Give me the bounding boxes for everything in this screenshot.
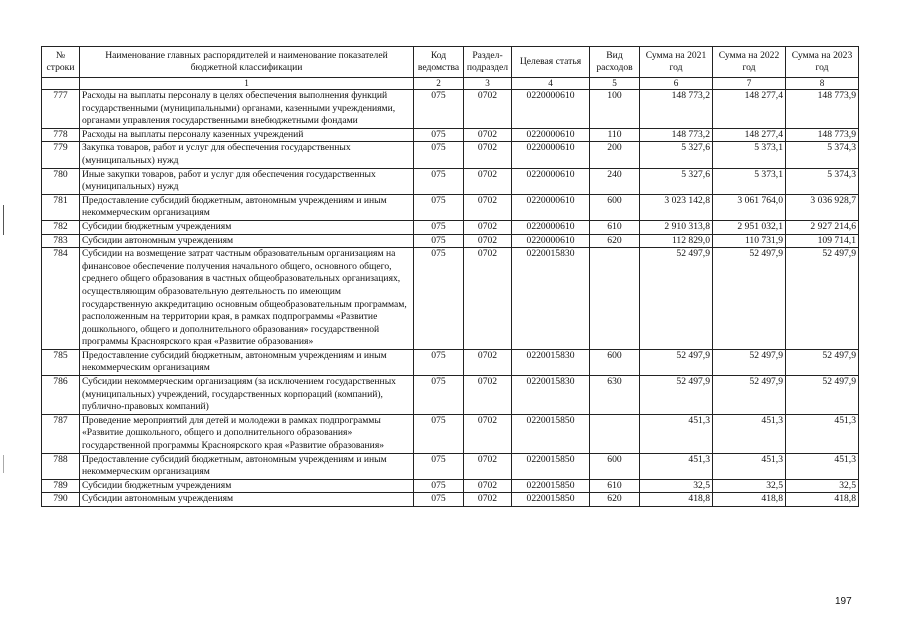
expense-type-code: 610 [590,220,640,234]
expense-type-code: 620 [590,234,640,248]
section-code: 0702 [464,248,512,350]
sum-2021: 52 497,9 [640,248,713,350]
sum-2023: 32,5 [786,479,859,493]
expense-type-code: 110 [590,128,640,142]
target-item-code: 0220015850 [512,414,590,453]
target-item-code: 0220015850 [512,453,590,479]
expense-type-code: 620 [590,493,640,507]
department-code: 075 [414,220,464,234]
expense-type-code [590,248,640,350]
section-code: 0702 [464,349,512,375]
table-row [42,142,859,168]
target-item-code: 0220015850 [512,479,590,493]
expense-type-code: 600 [590,194,640,220]
section-code: 0702 [464,142,512,168]
department-code: 075 [414,128,464,142]
section-code: 0702 [464,493,512,507]
department-code: 075 [414,142,464,168]
department-code: 075 [414,90,464,129]
sum-2023: 109 714,1 [786,234,859,248]
target-item-code: 0220000610 [512,142,590,168]
table-header-row [42,47,859,78]
sum-2022: 3 061 764,0 [713,194,786,220]
sum-2021: 3 023 142,8 [640,194,713,220]
row-number: 780 [42,168,80,194]
section-code: 0702 [464,90,512,129]
sum-2023: 5 374,3 [786,168,859,194]
expense-type-code [590,414,640,453]
sum-2023: 451,3 [786,414,859,453]
department-code: 075 [414,248,464,350]
department-code: 075 [414,234,464,248]
expense-type-code: 100 [590,90,640,129]
row-number: 790 [42,493,80,507]
section-code: 0702 [464,220,512,234]
row-name: Предоставление субсидий бюджетным, автономным учреждениям и иным некоммерческим организациям [80,453,414,479]
header-sum-2022: Сумма на 2022 год [713,47,786,78]
sum-2022: 110 731,9 [713,234,786,248]
target-item-code: 0220000610 [512,90,590,129]
sum-2023: 451,3 [786,453,859,479]
table-row [42,168,859,194]
target-item-code: 0220000610 [512,168,590,194]
sum-2023: 52 497,9 [786,376,859,415]
row-name: Субсидии некоммерческим организациям (за исключением государственных (муниципальных) учреждений, государственных корпораций (компаний), публично-правовых компаний) [80,376,414,415]
sum-2022: 52 497,9 [713,376,786,415]
target-item-code: 0220015830 [512,376,590,415]
section-code: 0702 [464,479,512,493]
section-code: 0702 [464,453,512,479]
table-row [42,128,859,142]
row-number: 778 [42,128,80,142]
row-name: Предоставление субсидий бюджетным, автономным учреждениям и иным некоммерческим организациям [80,349,414,375]
section-code: 0702 [464,234,512,248]
section-code: 0702 [464,128,512,142]
department-code: 075 [414,414,464,453]
sum-2021: 32,5 [640,479,713,493]
sum-2021: 5 327,6 [640,142,713,168]
expense-type-code: 240 [590,168,640,194]
department-code: 075 [414,376,464,415]
column-number: 1 [80,78,414,90]
row-name: Проведение мероприятий для детей и молодежи в рамках подпрограммы «Развитие дошкольного, общего и дополнительного образования» государственной программы Красноярского края «Развитие образования» [80,414,414,453]
column-number: 4 [512,78,590,90]
page-number: 197 [835,596,852,607]
row-number: 785 [42,349,80,375]
row-number: 782 [42,220,80,234]
column-number: 7 [713,78,786,90]
department-code: 075 [414,194,464,220]
section-code: 0702 [464,414,512,453]
table-row [42,453,859,479]
sum-2021: 5 327,6 [640,168,713,194]
sum-2022: 148 277,4 [713,128,786,142]
row-name: Субсидии бюджетным учреждениям [80,479,414,493]
header-section: Раздел-подраздел [464,47,512,78]
sum-2022: 418,8 [713,493,786,507]
table-row [42,194,859,220]
target-item-code: 0220015830 [512,349,590,375]
row-name: Субсидии бюджетным учреждениям [80,220,414,234]
sum-2023: 148 773,9 [786,90,859,129]
header-expense-type: Вид расходов [590,47,640,78]
sum-2021: 52 497,9 [640,376,713,415]
row-number: 789 [42,479,80,493]
row-name: Предоставление субсидий бюджетным, автономным учреждениям и иным некоммерческим организациям [80,194,414,220]
table-row [42,479,859,493]
row-name: Субсидии на возмещение затрат частным образовательным организациям на финансовое обеспечение получения начального общего, основного общего, среднего общего образования в частных общеобразовательных организациях, осуществляющим образовательную деятельность по имеющим государственную аккредитацию основным общеобразовательным программам, расположенным на территории края, в рамках подпрограммы «Развитие дошкольного, общего и дополнительного образования» государственной программы Красноярского края «Развитие образования» [80,248,414,350]
sum-2021: 148 773,2 [640,90,713,129]
column-number: 6 [640,78,713,90]
sum-2022: 5 373,1 [713,142,786,168]
budget-table [41,46,859,507]
expense-type-code: 630 [590,376,640,415]
sum-2022: 32,5 [713,479,786,493]
column-number [42,78,80,90]
sum-2022: 52 497,9 [713,349,786,375]
expense-type-code: 600 [590,453,640,479]
expense-type-code: 610 [590,479,640,493]
column-number: 8 [786,78,859,90]
table-row [42,376,859,415]
sum-2022: 451,3 [713,453,786,479]
header-target-item: Целевая статья [512,47,590,78]
target-item-code: 0220000610 [512,128,590,142]
row-name: Расходы на выплаты персоналу в целях обеспечения выполнения функций государственными (муниципальными) органами, казенными учреждениями, органами управления государственными внебюджетными фондами [80,90,414,129]
target-item-code: 0220000610 [512,194,590,220]
table-row [42,349,859,375]
row-number: 787 [42,414,80,453]
section-code: 0702 [464,376,512,415]
column-number: 5 [590,78,640,90]
sum-2021: 52 497,9 [640,349,713,375]
row-number: 788 [42,453,80,479]
department-code: 075 [414,479,464,493]
sum-2021: 112 829,0 [640,234,713,248]
department-code: 075 [414,349,464,375]
row-name: Закупка товаров, работ и услуг для обеспечения государственных (муниципальных) нужд [80,142,414,168]
sum-2023: 3 036 928,7 [786,194,859,220]
sum-2022: 2 951 032,1 [713,220,786,234]
expense-type-code: 600 [590,349,640,375]
row-number: 784 [42,248,80,350]
section-code: 0702 [464,168,512,194]
header-sum-2021: Сумма на 2021 год [640,47,713,78]
table-row [42,493,859,507]
department-code: 075 [414,493,464,507]
sum-2021: 451,3 [640,453,713,479]
scan-margin-mark [3,205,4,235]
target-item-code: 0220015830 [512,248,590,350]
column-number: 2 [414,78,464,90]
header-name: Наименование главных распорядителей и наименование показателей бюджетной классификации [80,47,414,78]
sum-2023: 2 927 214,6 [786,220,859,234]
table-row [42,414,859,453]
row-number: 781 [42,194,80,220]
sum-2021: 2 910 313,8 [640,220,713,234]
row-number: 786 [42,376,80,415]
scan-margin-mark [3,455,4,473]
sum-2022: 451,3 [713,414,786,453]
row-name: Расходы на выплаты персоналу казенных учреждений [80,128,414,142]
header-row-number: № строки [42,47,80,78]
department-code: 075 [414,453,464,479]
sum-2022: 52 497,9 [713,248,786,350]
sum-2023: 418,8 [786,493,859,507]
row-number: 777 [42,90,80,129]
column-number: 3 [464,78,512,90]
sum-2023: 52 497,9 [786,349,859,375]
table-row [42,248,859,350]
expense-type-code: 200 [590,142,640,168]
sum-2022: 148 277,4 [713,90,786,129]
sum-2022: 5 373,1 [713,168,786,194]
header-department-code: Код ведомства [414,47,464,78]
sum-2023: 5 374,3 [786,142,859,168]
target-item-code: 0220000610 [512,220,590,234]
section-code: 0702 [464,194,512,220]
row-name: Субсидии автономным учреждениям [80,234,414,248]
row-number: 779 [42,142,80,168]
sum-2021: 148 773,2 [640,128,713,142]
table-row [42,234,859,248]
department-code: 075 [414,168,464,194]
sum-2023: 52 497,9 [786,248,859,350]
sum-2021: 418,8 [640,493,713,507]
header-sum-2023: Сумма на 2023 год [786,47,859,78]
row-name: Иные закупки товаров, работ и услуг для обеспечения государственных (муниципальных) нужд [80,168,414,194]
target-item-code: 0220015850 [512,493,590,507]
row-number: 783 [42,234,80,248]
sum-2023: 148 773,9 [786,128,859,142]
table-row [42,90,859,129]
target-item-code: 0220000610 [512,234,590,248]
row-name: Субсидии автономным учреждениям [80,493,414,507]
table-row [42,220,859,234]
column-number-row [42,78,859,90]
sum-2021: 451,3 [640,414,713,453]
